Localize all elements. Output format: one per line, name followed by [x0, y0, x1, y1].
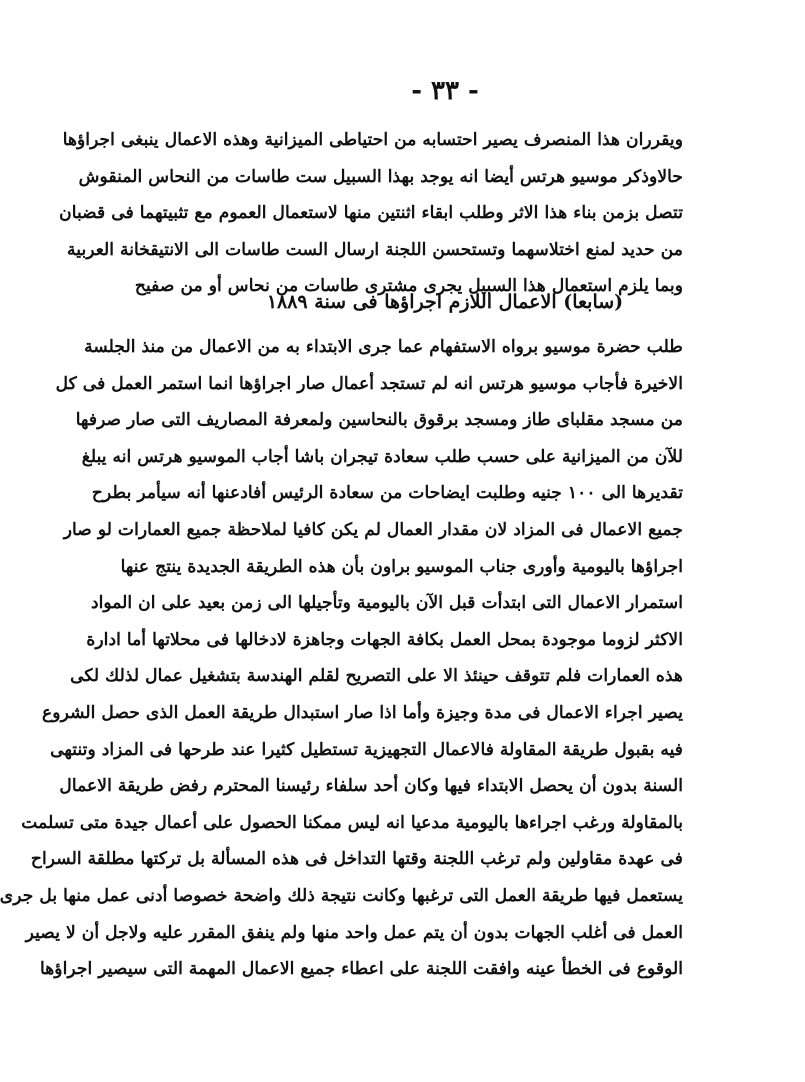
text-line: طلب حضرة موسيو برواه الاستفهام عما جرى الابتداء به من الاعمال من منذ الجلسة	[84, 337, 683, 357]
text-line: العمل فى أغلب الجهات بدون أن يتم عمل واحد منها ولم ينفق المقرر عليه ولاجل أن لا يصير	[25, 922, 683, 943]
text-line: استمرار الاعمال التى ابتدأت قبل الآن باليومية وتأجيلها الى زمن بعيد على ان المواد	[90, 593, 683, 614]
paragraph-1	[59, 122, 683, 305]
text-line: ويقرران هذا المنصرف يصير احتسابه من احتياطى الميزانية وهذه الاعمال ينبغى اجراؤها	[62, 130, 683, 150]
text-line: حالاوذكر موسيو هرتس أيضا انه يوجد بهذا السبيل ست طاسات من النحاس المنقوش	[78, 166, 683, 187]
text-line: اجراؤها باليومية وأورى جناب الموسيو براون بأن هذه الطريقة الجديدة ينتج عنها	[120, 556, 683, 577]
text-line: من مسجد مقلباى طاز ومسجد برقوق بالنحاسين ولمعرفة المصاريف التى صار صرفها	[75, 410, 683, 431]
text-line: للآن من الميزانية على حسب طلب سعادة تيجران باشا أجاب الموسيو هرتس انه يبلغ	[81, 446, 683, 467]
text-line: جميع الاعمال فى المزاد لان مقدار العمال لم يكن كافيا لملاحظة جميع العمارات لو صار	[63, 519, 683, 540]
text-line: هذه العمارات فلم تتوقف حينئذ الا على التصريح لقلم الهندسة بتشغيل عمال لذلك لكى	[70, 666, 683, 687]
text-line: تتصل بزمن بناء هذا الاثر وطلب ابقاء اثنتين منها لاستعمال العموم مع تثبيتهما فى قضبان	[59, 203, 683, 224]
paragraph-2	[0, 329, 683, 988]
text-line: فيه بقبول طريقة المقاولة فالاعمال التجهيزية تستطيل كثيرا عند طرحها فى المزاد وتنتهى	[50, 739, 683, 760]
text-line: يستعمل فيها طريقة العمل التى ترغبها وكانت نتيجة ذلك واضحة خصوصا أدنى عمل منها بل جرى	[0, 885, 683, 906]
text-line: الاكثر لزوما موجودة بمحل العمل بكافة الجهات وجاهزة لادخالها فى محلاتها أما ادارة	[86, 629, 683, 650]
text-line: السنة بدون أن يحصل الابتداء فيها وكان أحد سلفاء رئيسنا المحترم رفض طريقة الاعمال	[59, 776, 683, 797]
section-heading: (سابعا) الاعمال اللازم اجراؤها فى سنة ١٨٨٩	[266, 291, 624, 313]
text-line: الوقوع فى الخطأ عينه وافقت اللجنة على اعطاء جميع الاعمال المهمة التى سيصير اجراؤها	[40, 959, 683, 980]
text-line: يصير اجراء الاعمال فى مدة وجيزة وأما اذا صار استبدال طريقة العمل الذى حصل الشروع	[42, 702, 683, 723]
text-line: الاخيرة فأجاب موسيو هرتس انه لم تستجد أعمال صار اجراؤها انما استمر العمل فى كل	[55, 373, 683, 394]
text-line: بالمقاولة ورغب اجراءها باليومية مدعيا انه ليس ممكنا الحصول على أعمال جيدة متى تسلمت	[21, 812, 683, 833]
text-line: فى عهدة مقاولين ولم ترغب اللجنة وقتها التداخل فى هذه المسألة بل تركتها مطلقة السراح	[30, 849, 683, 870]
text-line: تقديرها الى ١٠٠ جنيه وطلبت ايضاحات من سعادة الرئيس أفادعنها أنه سيأمر بطرح	[91, 483, 683, 504]
text-line: من حديد لمنع اختلاسهما وتستحسن اللجنة ارسال الست طاسات الى الانتيقخانة العربية	[67, 239, 683, 260]
page-number: - ٣٣ -	[411, 76, 479, 106]
text-line: وبما يلزم استعمال هذا السبيل يجرى مشترى طاسات من نحاس أو من صفيح	[134, 276, 683, 297]
